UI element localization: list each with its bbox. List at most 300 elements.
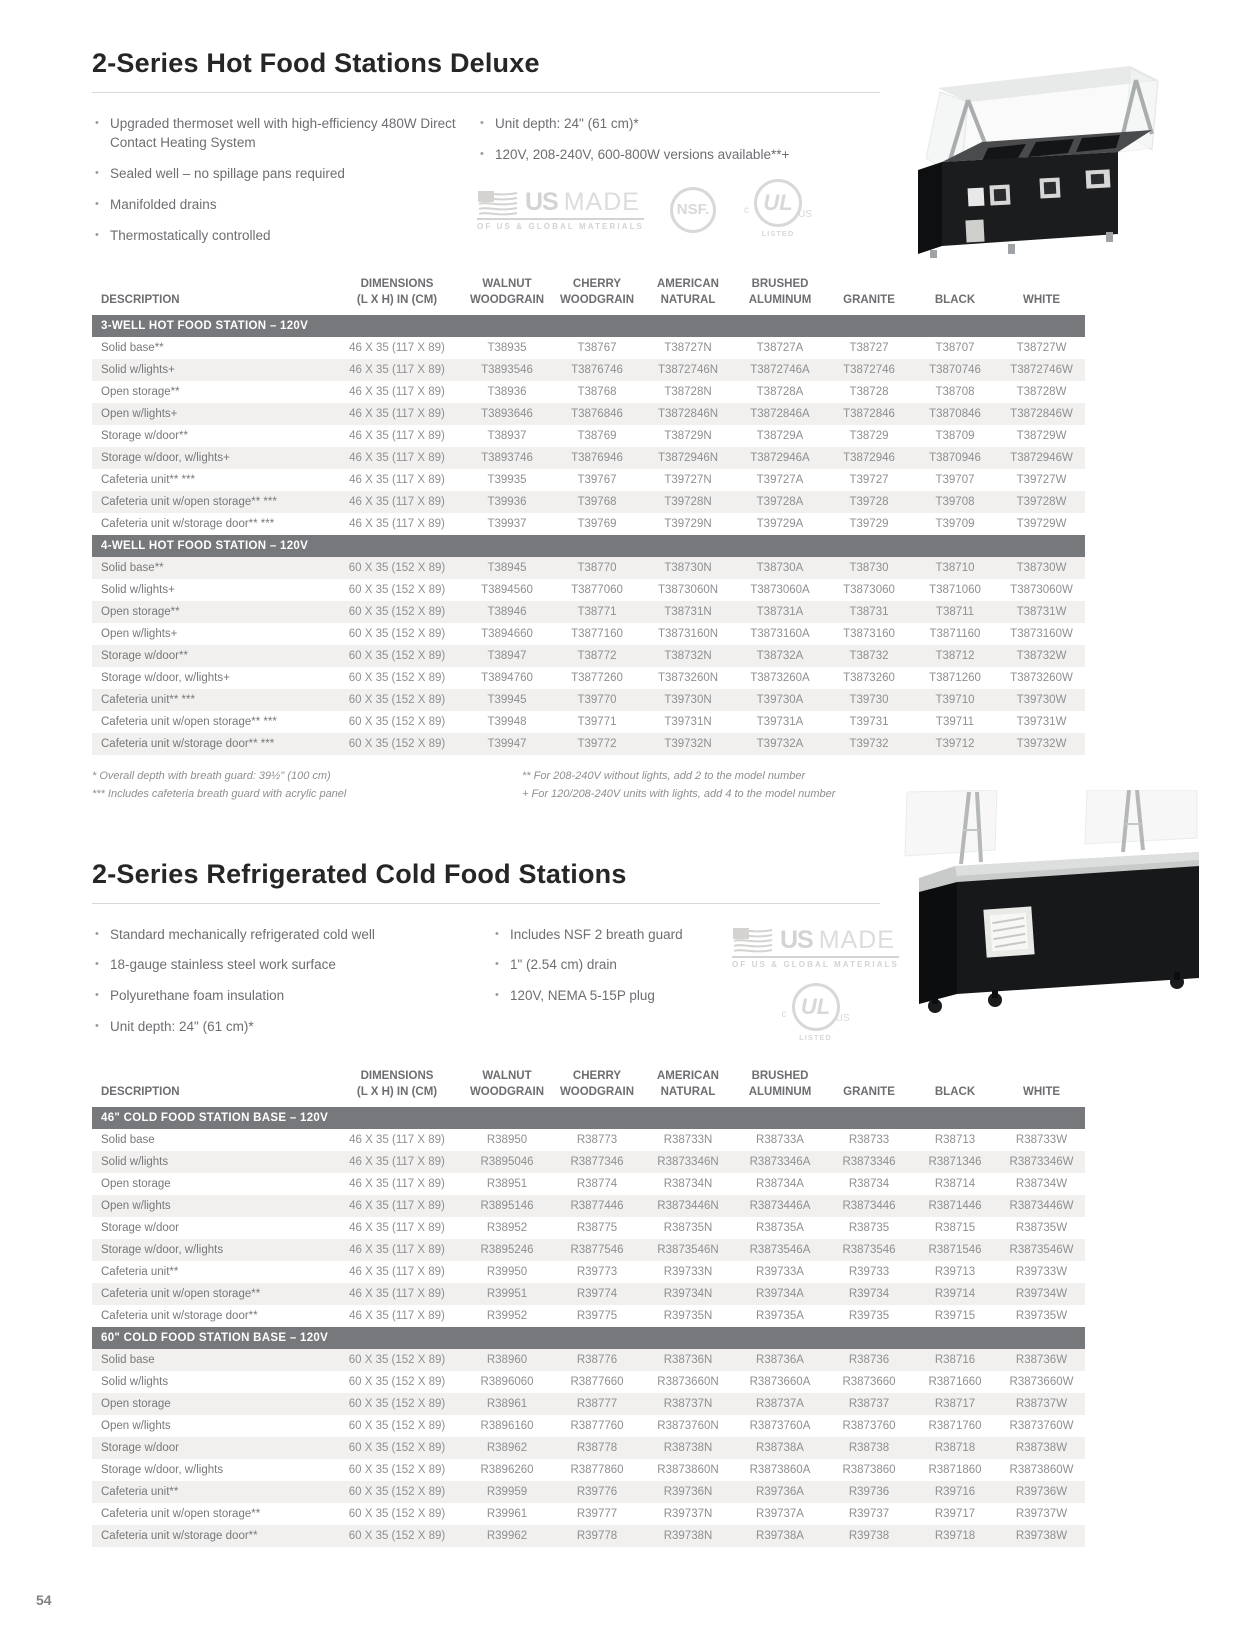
model-number-cell: 60 X 35 (152 X 89): [348, 694, 446, 707]
model-number-cell: T39727: [849, 474, 889, 487]
model-number-cell: 46 X 35 (117 X 89): [349, 1288, 445, 1301]
column-header: AMERICAN NATURAL: [657, 278, 719, 306]
model-number-cell: R38716: [934, 1354, 976, 1367]
model-number-cell: R3873446N: [657, 1200, 719, 1213]
model-number-cell: T3877060: [571, 584, 623, 597]
model-number-cell: 60 X 35 (152 X 89): [348, 584, 446, 597]
model-number-cell: 60 X 35 (152 X 89): [348, 628, 446, 641]
description-cell: Solid w/lights+: [101, 584, 175, 597]
table-row: [92, 1239, 1085, 1261]
table-row: [92, 601, 1085, 623]
model-number-cell: 46 X 35 (117 X 89): [349, 430, 445, 443]
usmade-subline: OF US & GLOBAL MATERIALS: [477, 218, 644, 231]
model-number-cell: R3895146: [480, 1200, 534, 1213]
model-number-cell: T3873060W: [1010, 584, 1073, 597]
model-number-cell: T38732: [849, 650, 889, 663]
table-row: [92, 1151, 1085, 1173]
page-number: 54: [36, 1592, 52, 1608]
description-cell: Cafeteria unit w/open storage**: [101, 1508, 261, 1521]
model-number-cell: T3873260A: [750, 672, 810, 685]
model-number-cell: R3873660A: [749, 1376, 811, 1389]
model-number-cell: T39728: [849, 496, 889, 509]
cold-bullets-left: [92, 926, 492, 1050]
description-cell: Open storage**: [101, 386, 180, 399]
model-number-cell: T3873260N: [657, 672, 719, 685]
description-cell: Solid w/lights+: [101, 364, 175, 377]
model-number-cell: T39709: [935, 518, 975, 531]
model-number-cell: 60 X 35 (152 X 89): [348, 1376, 446, 1389]
model-number-cell: 60 X 35 (152 X 89): [348, 1464, 446, 1477]
model-number-cell: R38733: [848, 1134, 890, 1147]
model-number-cell: T38728: [849, 386, 889, 399]
column-header: BLACK: [934, 1085, 976, 1098]
model-number-cell: R3877660: [570, 1376, 624, 1389]
model-number-cell: R38738A: [756, 1442, 804, 1455]
model-number-cell: T38712: [935, 650, 975, 663]
description-cell: Open w/lights+: [101, 628, 178, 641]
model-number-cell: 46 X 35 (117 X 89): [349, 1222, 445, 1235]
model-number-cell: T3873060N: [657, 584, 719, 597]
description-cell: Solid base: [101, 1134, 155, 1147]
description-cell: Open storage**: [101, 606, 180, 619]
model-number-cell: 46 X 35 (117 X 89): [349, 452, 445, 465]
model-number-cell: R38733N: [663, 1134, 713, 1147]
model-number-cell: T39945: [487, 694, 527, 707]
table-header-row: [92, 277, 1085, 315]
model-number-cell: T39727N: [664, 474, 712, 487]
model-number-cell: R39715: [934, 1310, 976, 1323]
table-row: [92, 447, 1085, 469]
table-row: [92, 1503, 1085, 1525]
bullet-item: • Standard mechanically refrigerated cold well: [92, 926, 492, 945]
model-number-cell: R3873546N: [657, 1244, 719, 1257]
model-number-cell: R39950: [486, 1266, 528, 1279]
description-cell: Open w/lights: [101, 1200, 171, 1213]
model-number-cell: R39778: [576, 1530, 618, 1543]
title-divider: [92, 903, 880, 904]
model-number-cell: 46 X 35 (117 X 89): [349, 342, 445, 355]
table-row: [92, 579, 1085, 601]
model-number-cell: R38960: [486, 1354, 528, 1367]
usmade-made-text: MADE: [563, 188, 640, 217]
title-divider: [92, 92, 880, 93]
model-number-cell: T3876846: [571, 408, 623, 421]
model-number-cell: R38737W: [1015, 1398, 1068, 1411]
model-number-cell: R3873546: [842, 1244, 896, 1257]
model-number-cell: R38738: [848, 1442, 890, 1455]
table-row: [92, 689, 1085, 711]
column-header: GRANITE: [843, 293, 895, 306]
model-number-cell: T3872946W: [1010, 452, 1073, 465]
description-cell: Solid w/lights: [101, 1156, 169, 1169]
model-number-cell: R3873860A: [749, 1464, 811, 1477]
model-number-cell: R3871860: [928, 1464, 982, 1477]
model-number-cell: 46 X 35 (117 X 89): [349, 408, 445, 421]
model-number-cell: R39735W: [1015, 1310, 1068, 1323]
model-number-cell: 60 X 35 (152 X 89): [348, 650, 446, 663]
description-cell: Cafeteria unit**: [101, 1266, 179, 1279]
model-number-cell: T38730: [849, 562, 889, 575]
description-cell: Cafeteria unit w/storage door** ***: [101, 738, 275, 751]
section-band-label: 4-WELL HOT FOOD STATION – 120V: [92, 535, 1085, 557]
description-cell: Storage w/door, w/lights: [101, 1244, 224, 1257]
model-number-cell: R3896160: [480, 1420, 534, 1433]
model-number-cell: T38731N: [664, 606, 712, 619]
table-row: [92, 1129, 1085, 1151]
hot-food-section: [92, 0, 1085, 803]
model-number-cell: T38730A: [756, 562, 804, 575]
model-number-cell: T39771: [577, 716, 617, 729]
model-number-cell: T3870946: [929, 452, 981, 465]
model-number-cell: R39734A: [756, 1288, 804, 1301]
description-cell: Cafeteria unit w/storage door** ***: [101, 518, 275, 531]
model-number-cell: T39729W: [1016, 518, 1067, 531]
model-number-cell: R3873346: [842, 1156, 896, 1169]
model-number-cell: 60 X 35 (152 X 89): [348, 738, 446, 751]
model-number-cell: T3877160: [571, 628, 623, 641]
cold-section-title: 2-Series Refrigerated Cold Food Stations: [92, 858, 627, 889]
model-number-cell: 60 X 35 (152 X 89): [348, 1508, 446, 1521]
model-number-cell: 46 X 35 (117 X 89): [349, 386, 445, 399]
model-number-cell: R38775: [576, 1222, 618, 1235]
table-row: [92, 733, 1085, 755]
table-row: [92, 1195, 1085, 1217]
model-number-cell: T38729: [849, 430, 889, 443]
bullet-item: • 1" (2.54 cm) drain: [492, 956, 732, 975]
model-number-cell: T38732W: [1016, 650, 1067, 663]
table-row: [92, 1437, 1085, 1459]
column-header: WHITE: [1022, 293, 1061, 306]
hot-section-title: 2-Series Hot Food Stations Deluxe: [92, 48, 540, 78]
model-number-cell: T38771: [577, 606, 617, 619]
description-cell: Open storage: [101, 1398, 171, 1411]
table-row: [92, 1261, 1085, 1283]
model-number-cell: 60 X 35 (152 X 89): [348, 562, 446, 575]
description-cell: Storage w/door**: [101, 430, 188, 443]
footnote: * Overall depth with breath guard: 39½" (100 cm): [92, 770, 331, 783]
hot-food-table: [92, 277, 1085, 755]
model-number-cell: T3876946: [571, 452, 623, 465]
model-number-cell: T3873060A: [750, 584, 810, 597]
model-number-cell: T39729N: [664, 518, 712, 531]
model-number-cell: R3896260: [480, 1464, 534, 1477]
model-number-cell: T39730W: [1016, 694, 1067, 707]
model-number-cell: R3873860: [842, 1464, 896, 1477]
model-number-cell: R3873860W: [1009, 1464, 1074, 1477]
model-number-cell: 60 X 35 (152 X 89): [348, 1530, 446, 1543]
model-number-cell: T3871060: [929, 584, 981, 597]
model-number-cell: T39728A: [756, 496, 804, 509]
model-number-cell: R3873760N: [657, 1420, 719, 1433]
model-number-cell: R39735: [848, 1310, 890, 1323]
model-number-cell: R39737A: [756, 1508, 804, 1521]
table-row: [92, 381, 1085, 403]
description-cell: Storage w/door, w/lights: [101, 1464, 224, 1477]
model-number-cell: T3877260: [571, 672, 623, 685]
model-number-cell: R38950: [486, 1134, 528, 1147]
model-number-cell: R3873660W: [1009, 1376, 1074, 1389]
model-number-cell: T39728N: [664, 496, 712, 509]
column-header: WHITE: [1022, 1085, 1061, 1098]
model-number-cell: R39735A: [756, 1310, 804, 1323]
column-header: DIMENSIONS (L X H) IN (CM): [356, 278, 438, 306]
model-number-cell: T38947: [487, 650, 527, 663]
model-number-cell: T3873260: [843, 672, 895, 685]
model-number-cell: R38735: [848, 1222, 890, 1235]
model-number-cell: T38732A: [756, 650, 804, 663]
model-number-cell: T3872746: [843, 364, 895, 377]
model-number-cell: T3872846A: [750, 408, 810, 421]
model-number-cell: T3894760: [481, 672, 533, 685]
us-flag-icon: [732, 927, 774, 953]
model-number-cell: T39948: [487, 716, 527, 729]
model-number-cell: 46 X 35 (117 X 89): [349, 1310, 445, 1323]
table-row: [92, 425, 1085, 447]
model-number-cell: R38736W: [1015, 1354, 1068, 1367]
model-number-cell: R39734W: [1015, 1288, 1068, 1301]
model-number-cell: R38952: [486, 1222, 528, 1235]
cold-food-section: [92, 859, 1085, 1561]
model-number-cell: R38951: [486, 1178, 528, 1191]
model-number-cell: T39731N: [664, 716, 712, 729]
table-row: [92, 1371, 1085, 1393]
model-number-cell: R38736N: [663, 1354, 713, 1367]
column-header: BRUSHED ALUMINUM: [748, 1070, 812, 1098]
bullet-item: • Polyurethane foam insulation: [92, 987, 492, 1006]
description-cell: Open w/lights+: [101, 408, 178, 421]
model-number-cell: R39951: [486, 1288, 528, 1301]
model-number-cell: T38768: [577, 386, 617, 399]
description-cell: Solid w/lights: [101, 1376, 169, 1389]
model-number-cell: R3873860N: [657, 1464, 719, 1477]
model-number-cell: R38737: [848, 1398, 890, 1411]
description-cell: Storage w/door, w/lights+: [101, 452, 230, 465]
ul-logo: c UL US LISTED: [742, 179, 814, 241]
model-number-cell: T3873160W: [1010, 628, 1073, 641]
model-number-cell: R38738N: [663, 1442, 713, 1455]
section-band-row: [92, 315, 1085, 337]
table-row: [92, 711, 1085, 733]
model-number-cell: T3893746: [481, 452, 533, 465]
model-number-cell: T39767: [577, 474, 617, 487]
model-number-cell: T38727: [849, 342, 889, 355]
model-number-cell: T38708: [935, 386, 975, 399]
model-number-cell: R39736: [848, 1486, 890, 1499]
table-row: [92, 1525, 1085, 1547]
column-header: CHERRY WOODGRAIN: [559, 1070, 635, 1098]
model-number-cell: T38728N: [664, 386, 712, 399]
model-number-cell: T39730A: [756, 694, 804, 707]
model-number-cell: R3873760: [842, 1420, 896, 1433]
model-number-cell: R38734A: [756, 1178, 804, 1191]
model-number-cell: T39731A: [756, 716, 804, 729]
bullet-item: • Manifolded drains: [92, 196, 477, 215]
model-number-cell: R39734N: [663, 1288, 713, 1301]
model-number-cell: R39737W: [1015, 1508, 1068, 1521]
model-number-cell: 46 X 35 (117 X 89): [349, 364, 445, 377]
hot-bullets-left: [92, 115, 477, 257]
model-number-cell: R3877446: [570, 1200, 624, 1213]
column-header: BLACK: [934, 293, 976, 306]
section-band-row: [92, 1107, 1085, 1129]
model-number-cell: 60 X 35 (152 X 89): [348, 1442, 446, 1455]
model-number-cell: R38734N: [663, 1178, 713, 1191]
table-row: [92, 491, 1085, 513]
model-number-cell: R38777: [576, 1398, 618, 1411]
bullet-item: • 120V, 208-240V, 600-800W versions available**+: [477, 146, 897, 165]
model-number-cell: T39708: [935, 496, 975, 509]
hot-table-footnotes: [92, 768, 1085, 802]
model-number-cell: T38727W: [1016, 342, 1067, 355]
model-number-cell: R3873660N: [657, 1376, 719, 1389]
table-row: [92, 1481, 1085, 1503]
description-cell: Solid base**: [101, 562, 164, 575]
model-number-cell: R39735N: [663, 1310, 713, 1323]
model-number-cell: T39712: [935, 738, 975, 751]
model-number-cell: R3873446A: [749, 1200, 811, 1213]
usmade-us-text: US: [525, 188, 558, 217]
model-number-cell: T38727A: [756, 342, 804, 355]
model-number-cell: T3872946A: [750, 452, 810, 465]
model-number-cell: R3896060: [480, 1376, 534, 1389]
model-number-cell: T3873260W: [1010, 672, 1073, 685]
model-number-cell: T3873160A: [750, 628, 810, 641]
model-number-cell: 60 X 35 (152 X 89): [348, 1354, 446, 1367]
model-number-cell: R38715: [934, 1222, 976, 1235]
model-number-cell: 46 X 35 (117 X 89): [349, 518, 445, 531]
model-number-cell: 46 X 35 (117 X 89): [349, 1200, 445, 1213]
model-number-cell: T3872846W: [1010, 408, 1073, 421]
model-number-cell: R3871546: [928, 1244, 982, 1257]
bullet-item: • 120V, NEMA 5-15P plug: [492, 987, 732, 1006]
ul-logo-cold: c UL US LISTED: [780, 983, 852, 1045]
model-number-cell: R39962: [486, 1530, 528, 1543]
model-number-cell: T39728W: [1016, 496, 1067, 509]
model-number-cell: R3871446: [928, 1200, 982, 1213]
table-row: [92, 1349, 1085, 1371]
model-number-cell: R39736W: [1015, 1486, 1068, 1499]
model-number-cell: T3876746: [571, 364, 623, 377]
description-cell: Cafeteria unit w/storage door**: [101, 1530, 258, 1543]
model-number-cell: R3877546: [570, 1244, 624, 1257]
model-number-cell: R3877346: [570, 1156, 624, 1169]
footnote: *** Includes cafeteria breath guard with acrylic panel: [92, 787, 347, 800]
model-number-cell: T3894560: [481, 584, 533, 597]
model-number-cell: T39727A: [756, 474, 804, 487]
model-number-cell: T39935: [487, 474, 527, 487]
model-number-cell: R39774: [576, 1288, 618, 1301]
model-number-cell: T39936: [487, 496, 527, 509]
model-number-cell: T38710: [935, 562, 975, 575]
model-number-cell: T38731: [849, 606, 889, 619]
table-row: [92, 403, 1085, 425]
model-number-cell: T3872746N: [657, 364, 719, 377]
description-cell: Solid base**: [101, 342, 164, 355]
model-number-cell: 46 X 35 (117 X 89): [349, 1178, 445, 1191]
model-number-cell: R3873660: [842, 1376, 896, 1389]
model-number-cell: R38735N: [663, 1222, 713, 1235]
model-number-cell: T38729W: [1016, 430, 1067, 443]
model-number-cell: 46 X 35 (117 X 89): [349, 1244, 445, 1257]
model-number-cell: T3871260: [929, 672, 981, 685]
model-number-cell: R38734W: [1015, 1178, 1068, 1191]
model-number-cell: T38711: [935, 606, 975, 619]
column-header: DESCRIPTION: [101, 1085, 180, 1098]
model-number-cell: T38728W: [1016, 386, 1067, 399]
model-number-cell: T39707: [935, 474, 975, 487]
description-cell: Cafeteria unit w/storage door**: [101, 1310, 258, 1323]
model-number-cell: R3877860: [570, 1464, 624, 1477]
nsf-logo: NSF.: [670, 187, 716, 233]
us-flag-icon: [477, 190, 519, 216]
description-cell: Storage w/door**: [101, 650, 188, 663]
footnote: + For 120/208-240V units with lights, add 4 to the model number: [522, 787, 836, 800]
table-row: [92, 623, 1085, 645]
description-cell: Storage w/door: [101, 1442, 179, 1455]
model-number-cell: R3873546A: [749, 1244, 811, 1257]
model-number-cell: R39733A: [756, 1266, 804, 1279]
model-number-cell: R39737: [848, 1508, 890, 1521]
model-number-cell: R3873346N: [657, 1156, 719, 1169]
model-number-cell: T3870846: [929, 408, 981, 421]
table-row: [92, 1217, 1085, 1239]
model-number-cell: R38778: [576, 1442, 618, 1455]
model-number-cell: T38727N: [664, 342, 712, 355]
description-cell: Cafeteria unit w/open storage** ***: [101, 716, 277, 729]
model-number-cell: R3873546W: [1009, 1244, 1074, 1257]
model-number-cell: R3871660: [928, 1376, 982, 1389]
model-number-cell: T38731A: [756, 606, 804, 619]
model-number-cell: T39730N: [664, 694, 712, 707]
model-number-cell: R39733N: [663, 1266, 713, 1279]
table-row: [92, 513, 1085, 535]
model-number-cell: T39710: [935, 694, 975, 707]
column-header: DESCRIPTION: [101, 293, 180, 306]
model-number-cell: T38769: [577, 430, 617, 443]
model-number-cell: R39738W: [1015, 1530, 1068, 1543]
model-number-cell: R3873346W: [1009, 1156, 1074, 1169]
model-number-cell: 60 X 35 (152 X 89): [348, 1398, 446, 1411]
model-number-cell: T3871160: [929, 628, 981, 641]
model-number-cell: R39961: [486, 1508, 528, 1521]
model-number-cell: R39737N: [663, 1508, 713, 1521]
model-number-cell: R38773: [576, 1134, 618, 1147]
model-number-cell: T39730: [849, 694, 889, 707]
model-number-cell: R39733W: [1015, 1266, 1068, 1279]
model-number-cell: T38936: [487, 386, 527, 399]
model-number-cell: T3873060: [843, 584, 895, 597]
model-number-cell: R39734: [848, 1288, 890, 1301]
section-band-label: 3-WELL HOT FOOD STATION – 120V: [92, 315, 1085, 337]
model-number-cell: R39738: [848, 1530, 890, 1543]
model-number-cell: R38962: [486, 1442, 528, 1455]
column-header: WALNUT WOODGRAIN: [469, 1070, 545, 1098]
model-number-cell: R38734: [848, 1178, 890, 1191]
description-cell: Cafeteria unit**: [101, 1486, 179, 1499]
model-number-cell: 60 X 35 (152 X 89): [348, 716, 446, 729]
model-number-cell: R3895246: [480, 1244, 534, 1257]
bullet-item: • Sealed well – no spillage pans required: [92, 165, 477, 184]
model-number-cell: T3894660: [481, 628, 533, 641]
model-number-cell: T39729: [849, 518, 889, 531]
model-number-cell: T38729A: [756, 430, 804, 443]
description-cell: Storage w/door: [101, 1222, 179, 1235]
model-number-cell: 46 X 35 (117 X 89): [349, 496, 445, 509]
model-number-cell: T39727W: [1016, 474, 1067, 487]
model-number-cell: T38767: [577, 342, 617, 355]
model-number-cell: T3872946N: [657, 452, 719, 465]
description-cell: Cafeteria unit w/open storage**: [101, 1288, 261, 1301]
